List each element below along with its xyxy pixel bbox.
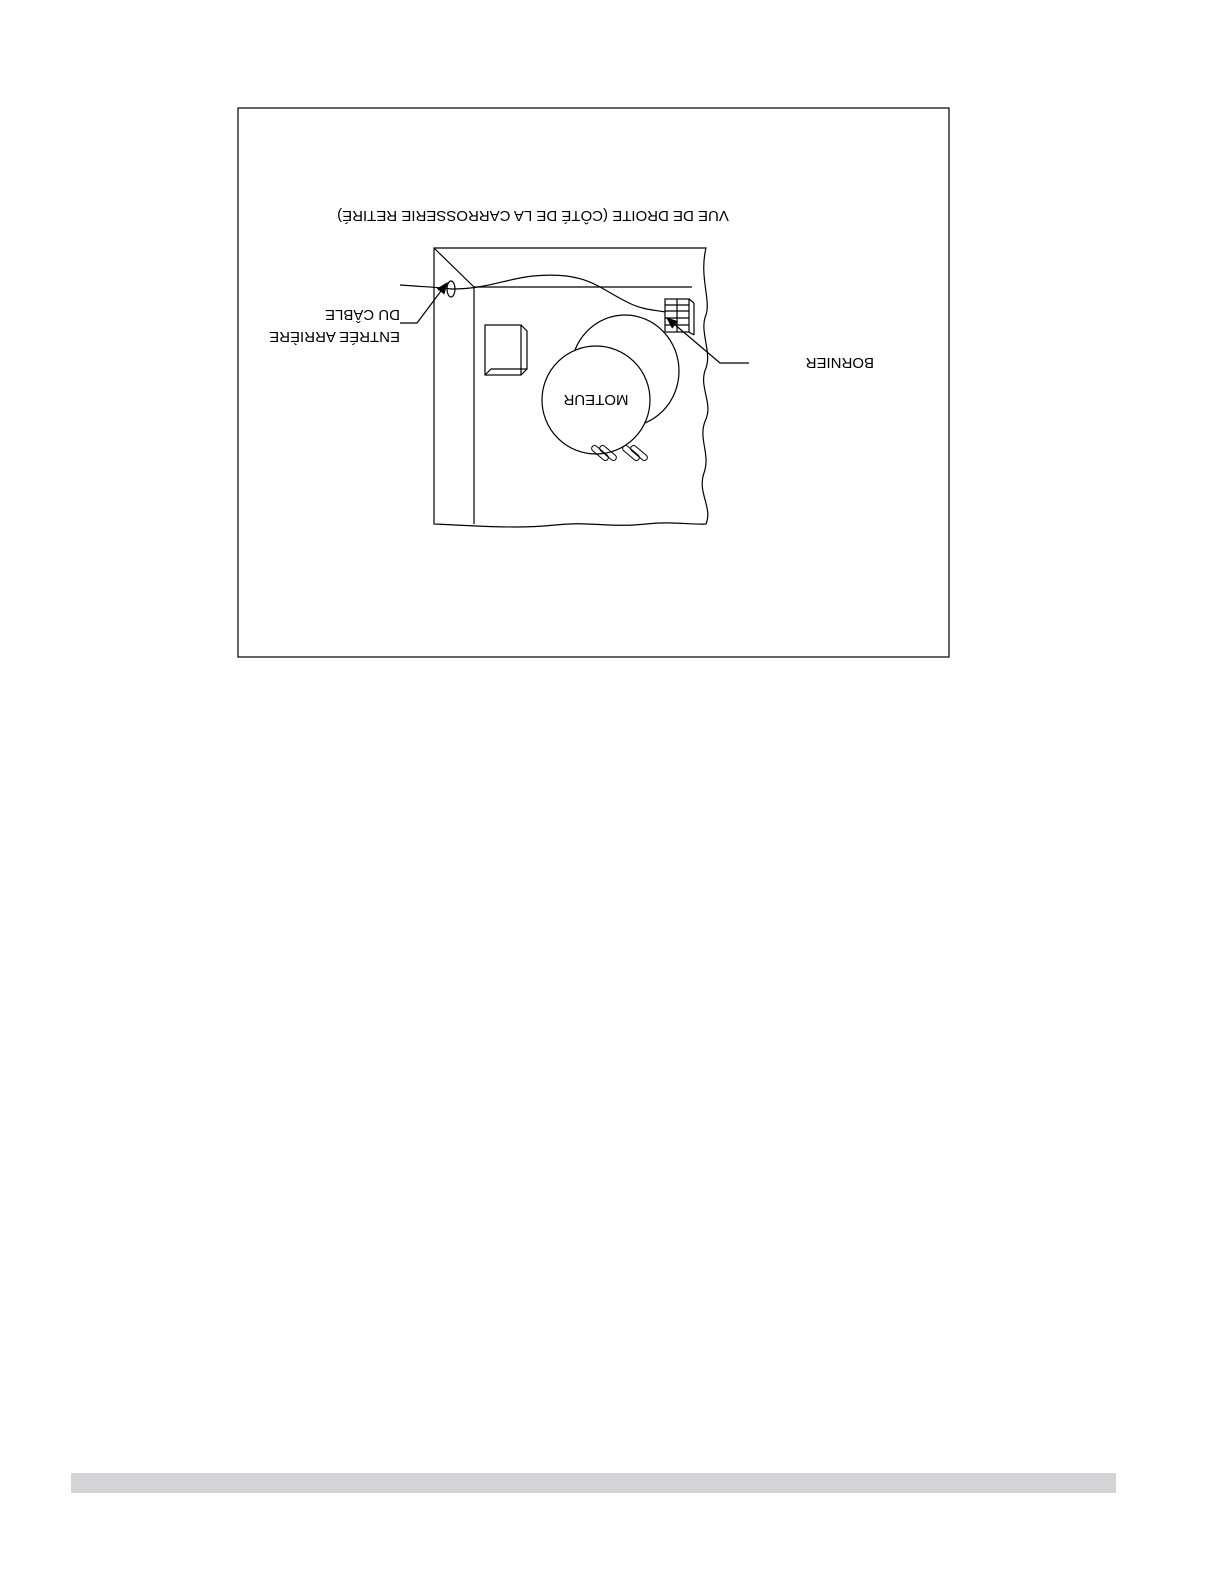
motor-label: MOTEUR: [563, 391, 629, 408]
motor: [542, 315, 679, 454]
corner-diagonal: [434, 248, 474, 287]
control-box-side: [521, 325, 527, 375]
control-box-bottom-corner: [485, 369, 491, 375]
diagram-title: VUE DE DROITE (CÔTÉ DE LA CARROSSERIE RETIRÉ): [337, 207, 729, 224]
terminal-block-label: BORNIER: [805, 354, 874, 371]
cable-entry-label-line1: ENTRÉE ARRIÈRE: [269, 328, 400, 345]
cable-entry-leader: [400, 283, 447, 323]
footer-bar: [71, 1473, 1116, 1493]
terminal-block: [665, 299, 694, 335]
cable-entry-label-line2: DU CÂBLE: [324, 306, 400, 323]
rotated-drawing: [269, 207, 874, 527]
control-box-front: [485, 325, 521, 375]
control-box: [485, 325, 527, 375]
